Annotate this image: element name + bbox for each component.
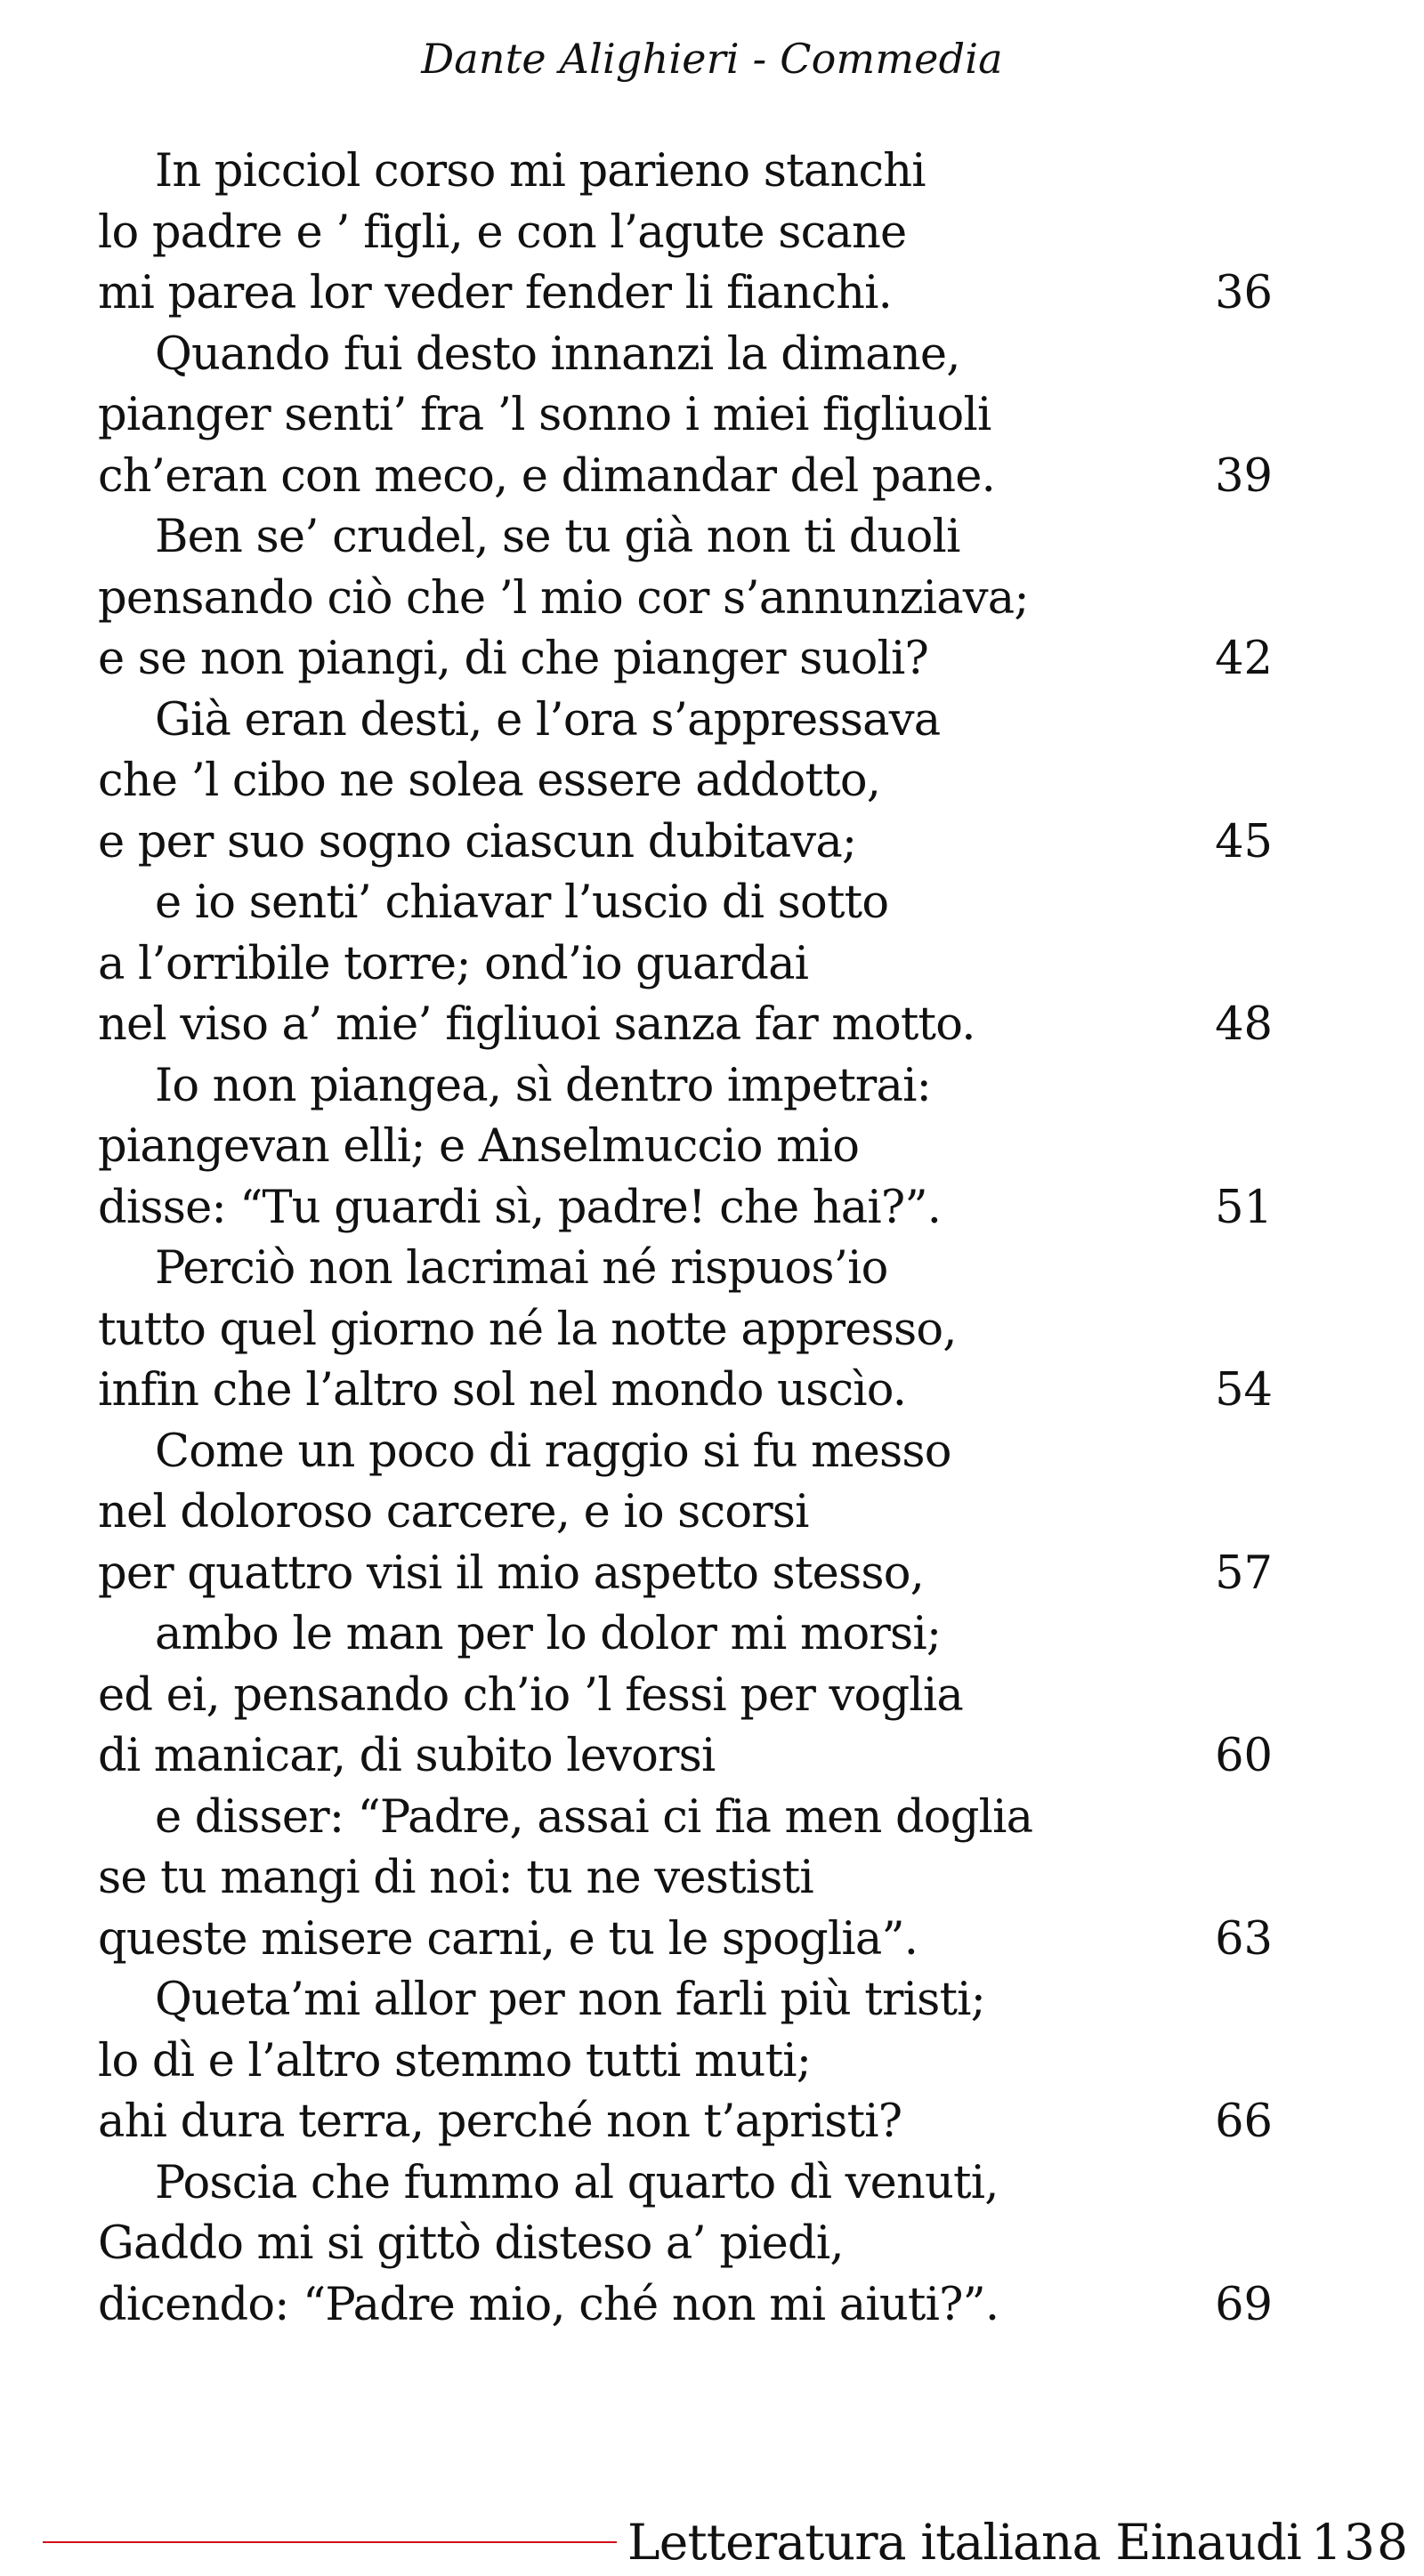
verse-line [98, 1482, 1273, 1544]
verse-line [98, 2214, 1273, 2275]
verse-text: pensando ciò che ’l mio cor s’annunziava; [98, 571, 1029, 625]
verse-line [98, 1726, 1273, 1788]
verse-line [98, 1788, 1273, 1849]
running-head: Dante Alighieri - Commedia [421, 35, 1003, 83]
verse-text: In picciol corso mi parieno stanchi [155, 145, 926, 198]
verse-line [98, 873, 1273, 934]
verse-line [98, 141, 1273, 203]
verse-text: Gaddo mi si gittò disteso a’ piedi, [98, 2217, 844, 2270]
verse-text: ch’eran con meco, e dimandar del pane. [98, 449, 996, 503]
verse-line [98, 1910, 1273, 1971]
verse-text: Perciò non lacrimai né rispuos’io [155, 1242, 888, 1295]
verse-number: 42 [1215, 633, 1273, 685]
verse-number: 39 [1215, 449, 1273, 503]
verse-text: ahi dura terra, perché non t’apristi? [98, 2096, 902, 2148]
verse-text: che ’l cibo ne solea essere addotto, [98, 755, 881, 807]
verse-line [98, 1970, 1273, 2031]
footer-rule [43, 2541, 617, 2543]
verse-text: pianger senti’ fra ’l sonno i miei figliuoli [98, 389, 991, 441]
verse-number: 69 [1215, 2278, 1273, 2331]
verse-line [98, 812, 1273, 874]
verse-line [98, 2031, 1273, 2093]
verse-text: Queta’mi allor per non farli più tristi; [155, 1974, 986, 2026]
verse-text: dicendo: “Padre mio, ché non mi aiuti?”. [98, 2278, 999, 2331]
verse-text: a l’orribile torre; ond’io guardai [98, 937, 809, 990]
publisher-name: Letteratura italiana Einaudi [627, 2514, 1301, 2571]
verse-line [98, 1300, 1273, 1361]
verse-text: infin che l’altro sol nel mondo uscìo. [98, 1364, 907, 1417]
verse-line [98, 263, 1273, 325]
verse-text: Poscia che fummo al quarto dì venuti, [155, 2156, 999, 2209]
verse-line [98, 1604, 1273, 1666]
verse-text: Ben se’ crudel, se tu già non ti duoli [155, 511, 960, 563]
verse-line [98, 507, 1273, 569]
verse-line [98, 1544, 1273, 1605]
verse-text: lo padre e ’ figli, e con l’agute scane [98, 206, 907, 259]
verse-text: e per suo sogno ciascun dubitava; [98, 815, 857, 868]
verse-line [98, 2092, 1273, 2153]
verse-number: 36 [1215, 267, 1273, 319]
verse-text: e disser: “Padre, assai ci fia men doglia [155, 1790, 1033, 1844]
verse-text: se tu mangi di noi: tu ne vestisti [98, 1852, 813, 1904]
verse-line [98, 1117, 1273, 1178]
verse-text: e io senti’ chiavar l’uscio di sotto [155, 876, 889, 929]
verse-text: Già eran desti, e l’ora s’appressava [155, 693, 941, 747]
verse-text: queste misere carni, e tu le spoglia”. [98, 1912, 918, 1966]
verse-text: Quando fui desto innanzi la dimane, [155, 327, 960, 381]
page-footer [0, 2511, 1424, 2573]
verse-line [98, 447, 1273, 508]
verse-number: 66 [1215, 2096, 1273, 2148]
verse-number: 63 [1215, 1912, 1273, 1966]
verse-text: ambo le man per lo dolor mi morsi; [155, 1608, 942, 1660]
verse-line [98, 2153, 1273, 2215]
verse-text: per quattro visi il mio aspetto stesso, [98, 1546, 925, 1600]
verse-text: di manicar, di subito levorsi [98, 1730, 716, 1782]
verse-line [98, 569, 1273, 630]
verse-number: 57 [1215, 1546, 1273, 1600]
verse-number: 45 [1215, 815, 1273, 868]
verse-line [98, 325, 1273, 386]
verse-text: lo dì e l’altro stemmo tutti muti; [98, 2034, 812, 2087]
page-number: 138 [1311, 2514, 1410, 2571]
verse-text: disse: “Tu guardi sì, padre! che hai?”. [98, 1181, 942, 1234]
verse-line [98, 629, 1273, 690]
verse-line [98, 1361, 1273, 1422]
verse-line [98, 1422, 1273, 1483]
verse-text: e se non piangi, di che pianger suoli? [98, 633, 929, 685]
verse-text: piangevan elli; e Anselmuccio mio [98, 1120, 860, 1173]
verse-text: nel doloroso carcere, e io scorsi [98, 1486, 809, 1538]
verse-line [98, 1178, 1273, 1240]
poem-text [98, 141, 1273, 2336]
verse-number: 51 [1215, 1181, 1273, 1234]
verse-text: nel viso a’ mie’ figliuoi sanza far motto. [98, 998, 975, 1051]
verse-line [98, 203, 1273, 264]
verse-text: Io non piangea, sì dentro impetrai: [155, 1059, 931, 1112]
verse-text: tutto quel giorno né la notte appresso, [98, 1303, 957, 1356]
verse-line [98, 934, 1273, 996]
verse-line [98, 1848, 1273, 1910]
verse-number: 60 [1215, 1730, 1273, 1782]
verse-line [98, 1056, 1273, 1118]
verse-text: ed ei, pensando ch’io ’l fessi per voglia [98, 1668, 963, 1722]
verse-line [98, 385, 1273, 447]
verse-number: 54 [1215, 1364, 1273, 1417]
verse-line [98, 751, 1273, 812]
verse-text: mi parea lor veder fender li fianchi. [98, 267, 893, 319]
verse-text: Come un poco di raggio si fu messo [155, 1425, 951, 1478]
verse-number: 48 [1215, 998, 1273, 1051]
verse-line [98, 1239, 1273, 1300]
verse-line [98, 2275, 1273, 2337]
verse-line [98, 1666, 1273, 1727]
verse-line [98, 690, 1273, 752]
verse-line [98, 995, 1273, 1056]
